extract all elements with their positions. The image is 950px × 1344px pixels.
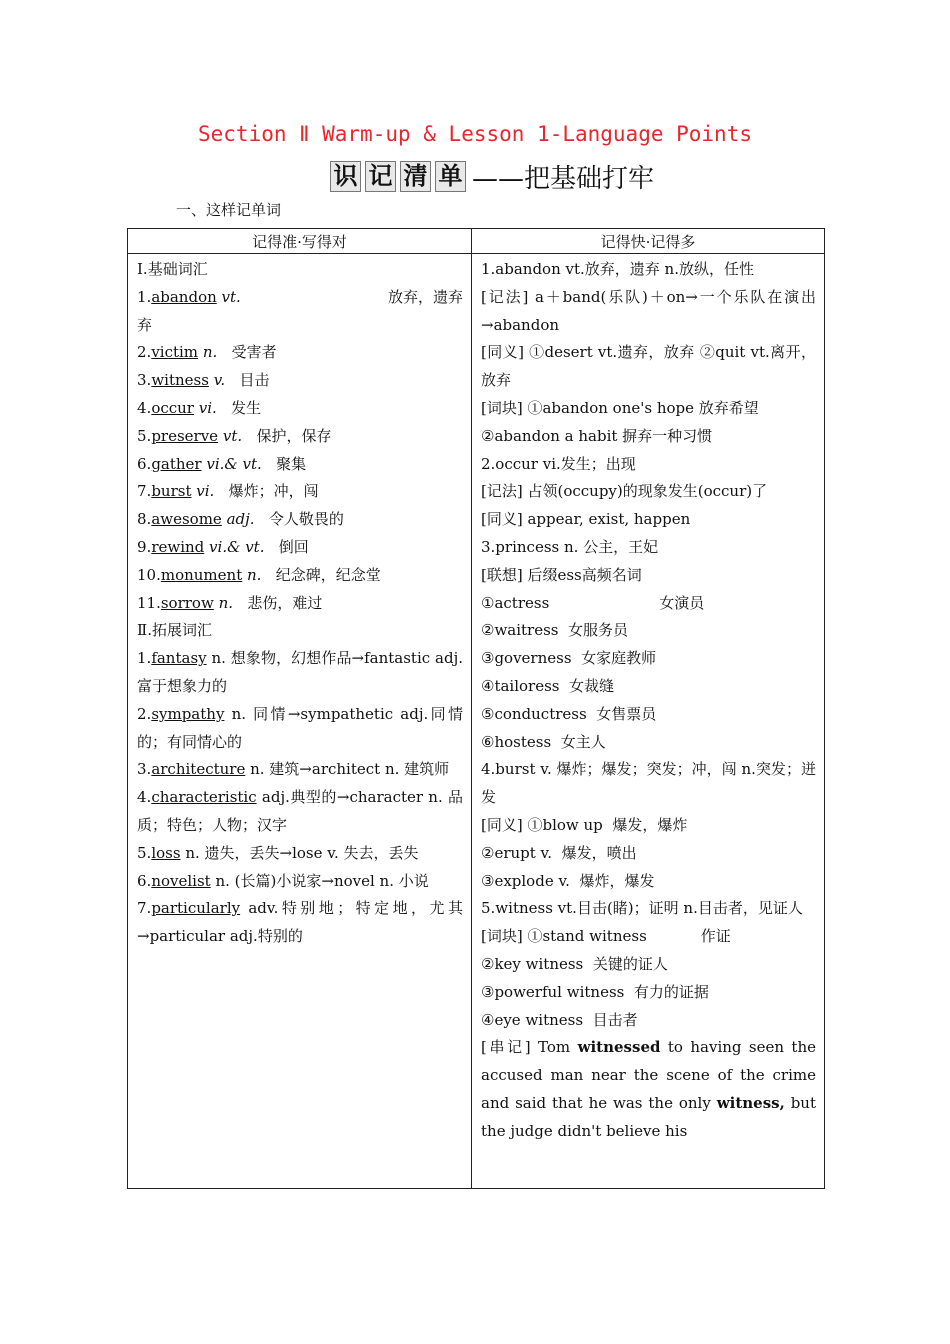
ess-word: ⑤conductress 女售票员 xyxy=(481,704,657,723)
banner-box-2: 记 xyxy=(365,161,396,192)
burst-entry: 4.burst v. 爆炸；爆发；突发；冲，闯 n.突发；迸发 xyxy=(481,760,816,807)
witness-chunk: ②key witness 关键的证人 xyxy=(481,954,668,973)
vocab-item: 5.preserve vt. 保护，保存 xyxy=(137,426,332,445)
ext-item: 3.architecture n. 建筑→architect n. 建筑师 xyxy=(137,760,450,779)
left-column-header: 记得准·写得对 xyxy=(128,229,472,254)
occur-entry: 2.occur vi.发生；出现 xyxy=(481,454,636,473)
ess-word: ①actress 女演员 xyxy=(481,593,705,612)
ess-word: ⑥hostess 女主人 xyxy=(481,732,606,751)
extended-vocab-heading: Ⅱ.拓展词汇 xyxy=(137,621,212,640)
memo-banner xyxy=(330,158,654,194)
ext-item: 1.fantasy n. 想象物，幻想作品→fantastic adj.富于想象力的 xyxy=(137,649,463,695)
banner-box-1: 识 xyxy=(330,161,361,192)
burst-synonym: ③explode v. 爆炸，爆发 xyxy=(481,871,655,890)
abandon-synonyms: [同义] ①desert vt.遗弃，放弃 ②quit vt.离开，放弃 xyxy=(481,343,816,390)
abandon-chunk: [词块] ①abandon one's hope 放弃希望 xyxy=(481,398,759,417)
witness-chunk: [词块] ①stand witness 作证 xyxy=(481,927,731,946)
vocab-item: 9.rewind vi.& vt. 倒回 xyxy=(137,537,309,556)
abandon-entry: 1.abandon vt.放弃，遗弃 n.放纵，任性 xyxy=(481,260,754,278)
section-title: Section Ⅱ Warm-up & Lesson 1-Language Points xyxy=(198,122,752,146)
ess-word: ④tailoress 女裁缝 xyxy=(481,676,615,695)
abandon-memo: [记法] a＋band(乐队)＋on→一个乐队在演出→abandon xyxy=(481,287,816,334)
vocab-item: 3.witness v. 目击 xyxy=(137,371,270,390)
vocab-item: 6.gather vi.& vt. 聚集 xyxy=(137,454,307,473)
witness-chunk: ④eye witness 目击者 xyxy=(481,1010,638,1029)
banner-box-3: 清 xyxy=(400,161,431,192)
ext-item: 5.loss n. 遗失，丢失→lose v. 失去，丢失 xyxy=(137,843,419,862)
vocab-item: 7.burst vi. 爆炸；冲，闯 xyxy=(137,482,319,501)
vocabulary-table xyxy=(127,228,825,1189)
basic-vocab-heading: Ⅰ.基础词汇 xyxy=(137,260,208,278)
vocab-item: 11.sorrow n. 悲伤，难过 xyxy=(137,593,323,612)
banner-box-4: 单 xyxy=(435,161,466,192)
witness-entry: 5.witness vt.目击(睹)；证明 n.目击者，见证人 xyxy=(481,899,803,918)
section-label: 一、这样记单词 xyxy=(176,201,282,219)
princess-entry: 3.princess n. 公主，王妃 xyxy=(481,537,659,556)
ext-item: 7.particularly adv.特别地；特定地，尤其 →particular adj.特别的 xyxy=(137,899,463,946)
princess-association: [联想] 后缀ess高频名词 xyxy=(481,565,642,584)
ess-word: ③governess 女家庭教师 xyxy=(481,649,657,668)
occur-memo: [记法] 占领(occupy)的现象发生(occur)了 xyxy=(481,482,768,501)
left-column: Ⅰ.基础词汇 1.abandon vt. 放弃，遗弃 弃 2.victim n. 受害者 3.witness v. 目击 4.occur vi. 发生 5.preserve vt. 保护，保存 6.gather vi.& vt. 聚集 7.burst vi. 爆炸；冲，闯 8.awesome adj. 令人敬畏的 9.rewind vi.& vt. 倒回 10.monument n. 纪念碑，纪念堂 11.sorrow n. 悲伤，难过 Ⅱ.拓展词汇 1.fantasy n. 想象物，幻想作品→fantastic adj.富于想象力的 2.sympathy n. 同情→sympathetic adj.同情的；有同情心的 3.architecture n. 建筑→architect n. 建筑师 4.characteristic adj.典型的→character n. 品质；特色；人物；汉字 5.loss n. 遗失，丢失→lose v. 失去，丢失 6.novelist n. (长篇)小说家→novel n. 小说 7.particularly adv.特别地；特定地，尤其 →particular adj.特别的 xyxy=(128,254,471,951)
memory-sentence: [串记] Tom witnessed to having seen the accused man near the scene of the crime and said that he was the only witness, but the judge didn't believe his xyxy=(481,1038,816,1140)
burst-synonym: ②erupt v. 爆发，喷出 xyxy=(481,843,637,862)
burst-synonym: [同义] ①blow up 爆发，爆炸 xyxy=(481,815,688,834)
ext-item: 2.sympathy n. 同情→sympathetic adj.同情的；有同情心的 xyxy=(137,704,463,751)
abandon-chunk: ②abandon a habit 摒弃一种习惯 xyxy=(481,426,713,445)
right-column xyxy=(472,254,824,1145)
vocab-item: 1.abandon vt. 放弃，遗弃 xyxy=(137,287,463,306)
banner-subtitle: ——把基础打牢 xyxy=(472,163,655,194)
vocab-item: 10.monument n. 纪念碑，纪念堂 xyxy=(137,565,381,584)
vocab-item: 8.awesome adj. 令人敬畏的 xyxy=(137,510,344,529)
right-column-header: 记得快·记得多 xyxy=(472,229,825,254)
vocab-item: 2.victim n. 受害者 xyxy=(137,343,277,362)
ext-item: 4.characteristic adj.典型的→character n. 品质；特色；人物；汉字 xyxy=(137,788,463,834)
ess-word: ②waitress 女服务员 xyxy=(481,621,629,640)
ext-item: 6.novelist n. (长篇)小说家→novel n. 小说 xyxy=(137,871,429,890)
vocab-item: 4.occur vi. 发生 xyxy=(137,398,262,417)
occur-synonyms: [同义] appear, exist, happen xyxy=(481,510,691,529)
witness-chunk: ③powerful witness 有力的证据 xyxy=(481,982,709,1001)
